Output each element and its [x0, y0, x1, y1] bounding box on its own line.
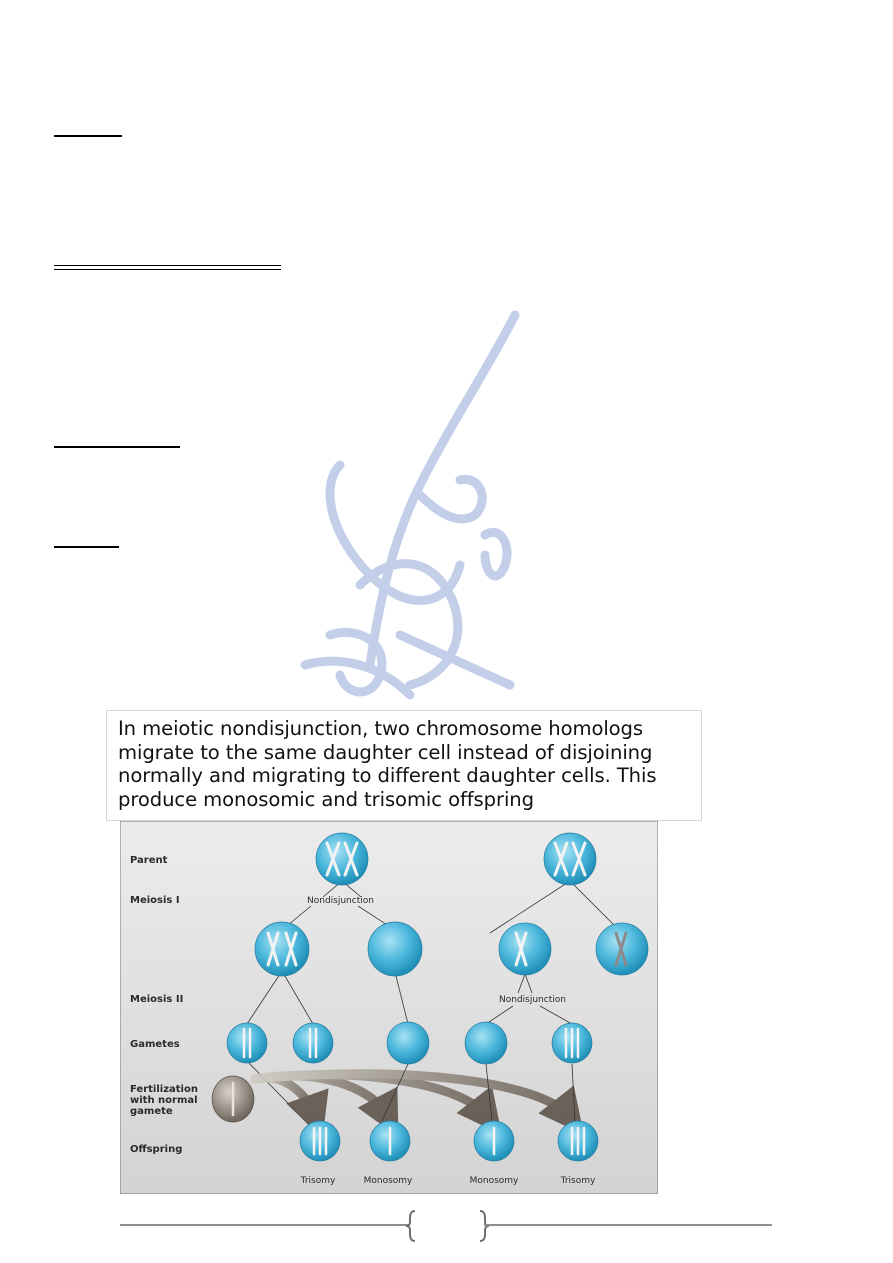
label-nondisjunction-right: Nondisjunction: [499, 995, 566, 1005]
caption-line-4: produce monosomic and trisomic offspring: [118, 787, 534, 811]
watermark-signature: [300, 305, 540, 705]
normal-gamete: [212, 1076, 254, 1122]
parent-cell-right: [544, 833, 596, 885]
section-heading-2: [54, 265, 281, 270]
label-fertilization-3: gamete: [130, 1106, 173, 1117]
label-fertilization-1: Fertilization: [130, 1084, 198, 1095]
section-heading-1: [54, 135, 122, 137]
offspring-label-4: Trisomy: [560, 1176, 596, 1186]
meiosis1-cell-right-a: [499, 923, 551, 975]
offspring-monosomy-2: [474, 1121, 514, 1161]
offspring-trisomy-2: [558, 1121, 598, 1161]
caption-line-3: normally and migrating to different daughter cells. This: [118, 764, 657, 788]
label-fertilization-2: with normal: [130, 1095, 198, 1106]
gamete-1: [227, 1023, 267, 1063]
section-heading-3: [54, 446, 180, 448]
section-heading-4: [54, 546, 119, 548]
label-nondisjunction-left: Nondisjunction: [307, 896, 374, 906]
label-gametes: Gametes: [130, 1039, 180, 1050]
meiosis1-cell-right-b: [596, 923, 648, 975]
footer-bracket-right: [476, 1210, 490, 1242]
offspring-label-1: Trisomy: [300, 1176, 336, 1186]
meiosis1-cell-left-b: [368, 922, 422, 976]
meiosis1-cell-left-a: [255, 922, 309, 976]
caption-line-2: migrate to the same daughter cell instead of disjoining: [118, 740, 653, 764]
label-offspring: Offspring: [130, 1144, 183, 1155]
caption-box: [106, 710, 702, 821]
label-parent: Parent: [130, 855, 168, 866]
gamete-3: [387, 1022, 429, 1064]
gamete-5: [552, 1023, 592, 1063]
caption-line-1: In meiotic nondisjunction, two chromosome homologs: [118, 717, 644, 740]
parent-cell-left: [316, 833, 368, 885]
label-meiosis-2: Meiosis II: [130, 994, 184, 1005]
gamete-4: [465, 1022, 507, 1064]
offspring-label-3: Monosomy: [469, 1176, 519, 1186]
gamete-2: [293, 1023, 333, 1063]
label-meiosis-1: Meiosis I: [130, 895, 180, 906]
nondisjunction-diagram: [120, 821, 658, 1194]
footer-line-right: [484, 1224, 772, 1226]
footer-line-left: [120, 1224, 410, 1226]
offspring-label-2: Monosomy: [363, 1176, 413, 1186]
offspring-trisomy-1: [300, 1121, 340, 1161]
footer-bracket-left: [405, 1210, 419, 1242]
offspring-monosomy-1: [370, 1121, 410, 1161]
